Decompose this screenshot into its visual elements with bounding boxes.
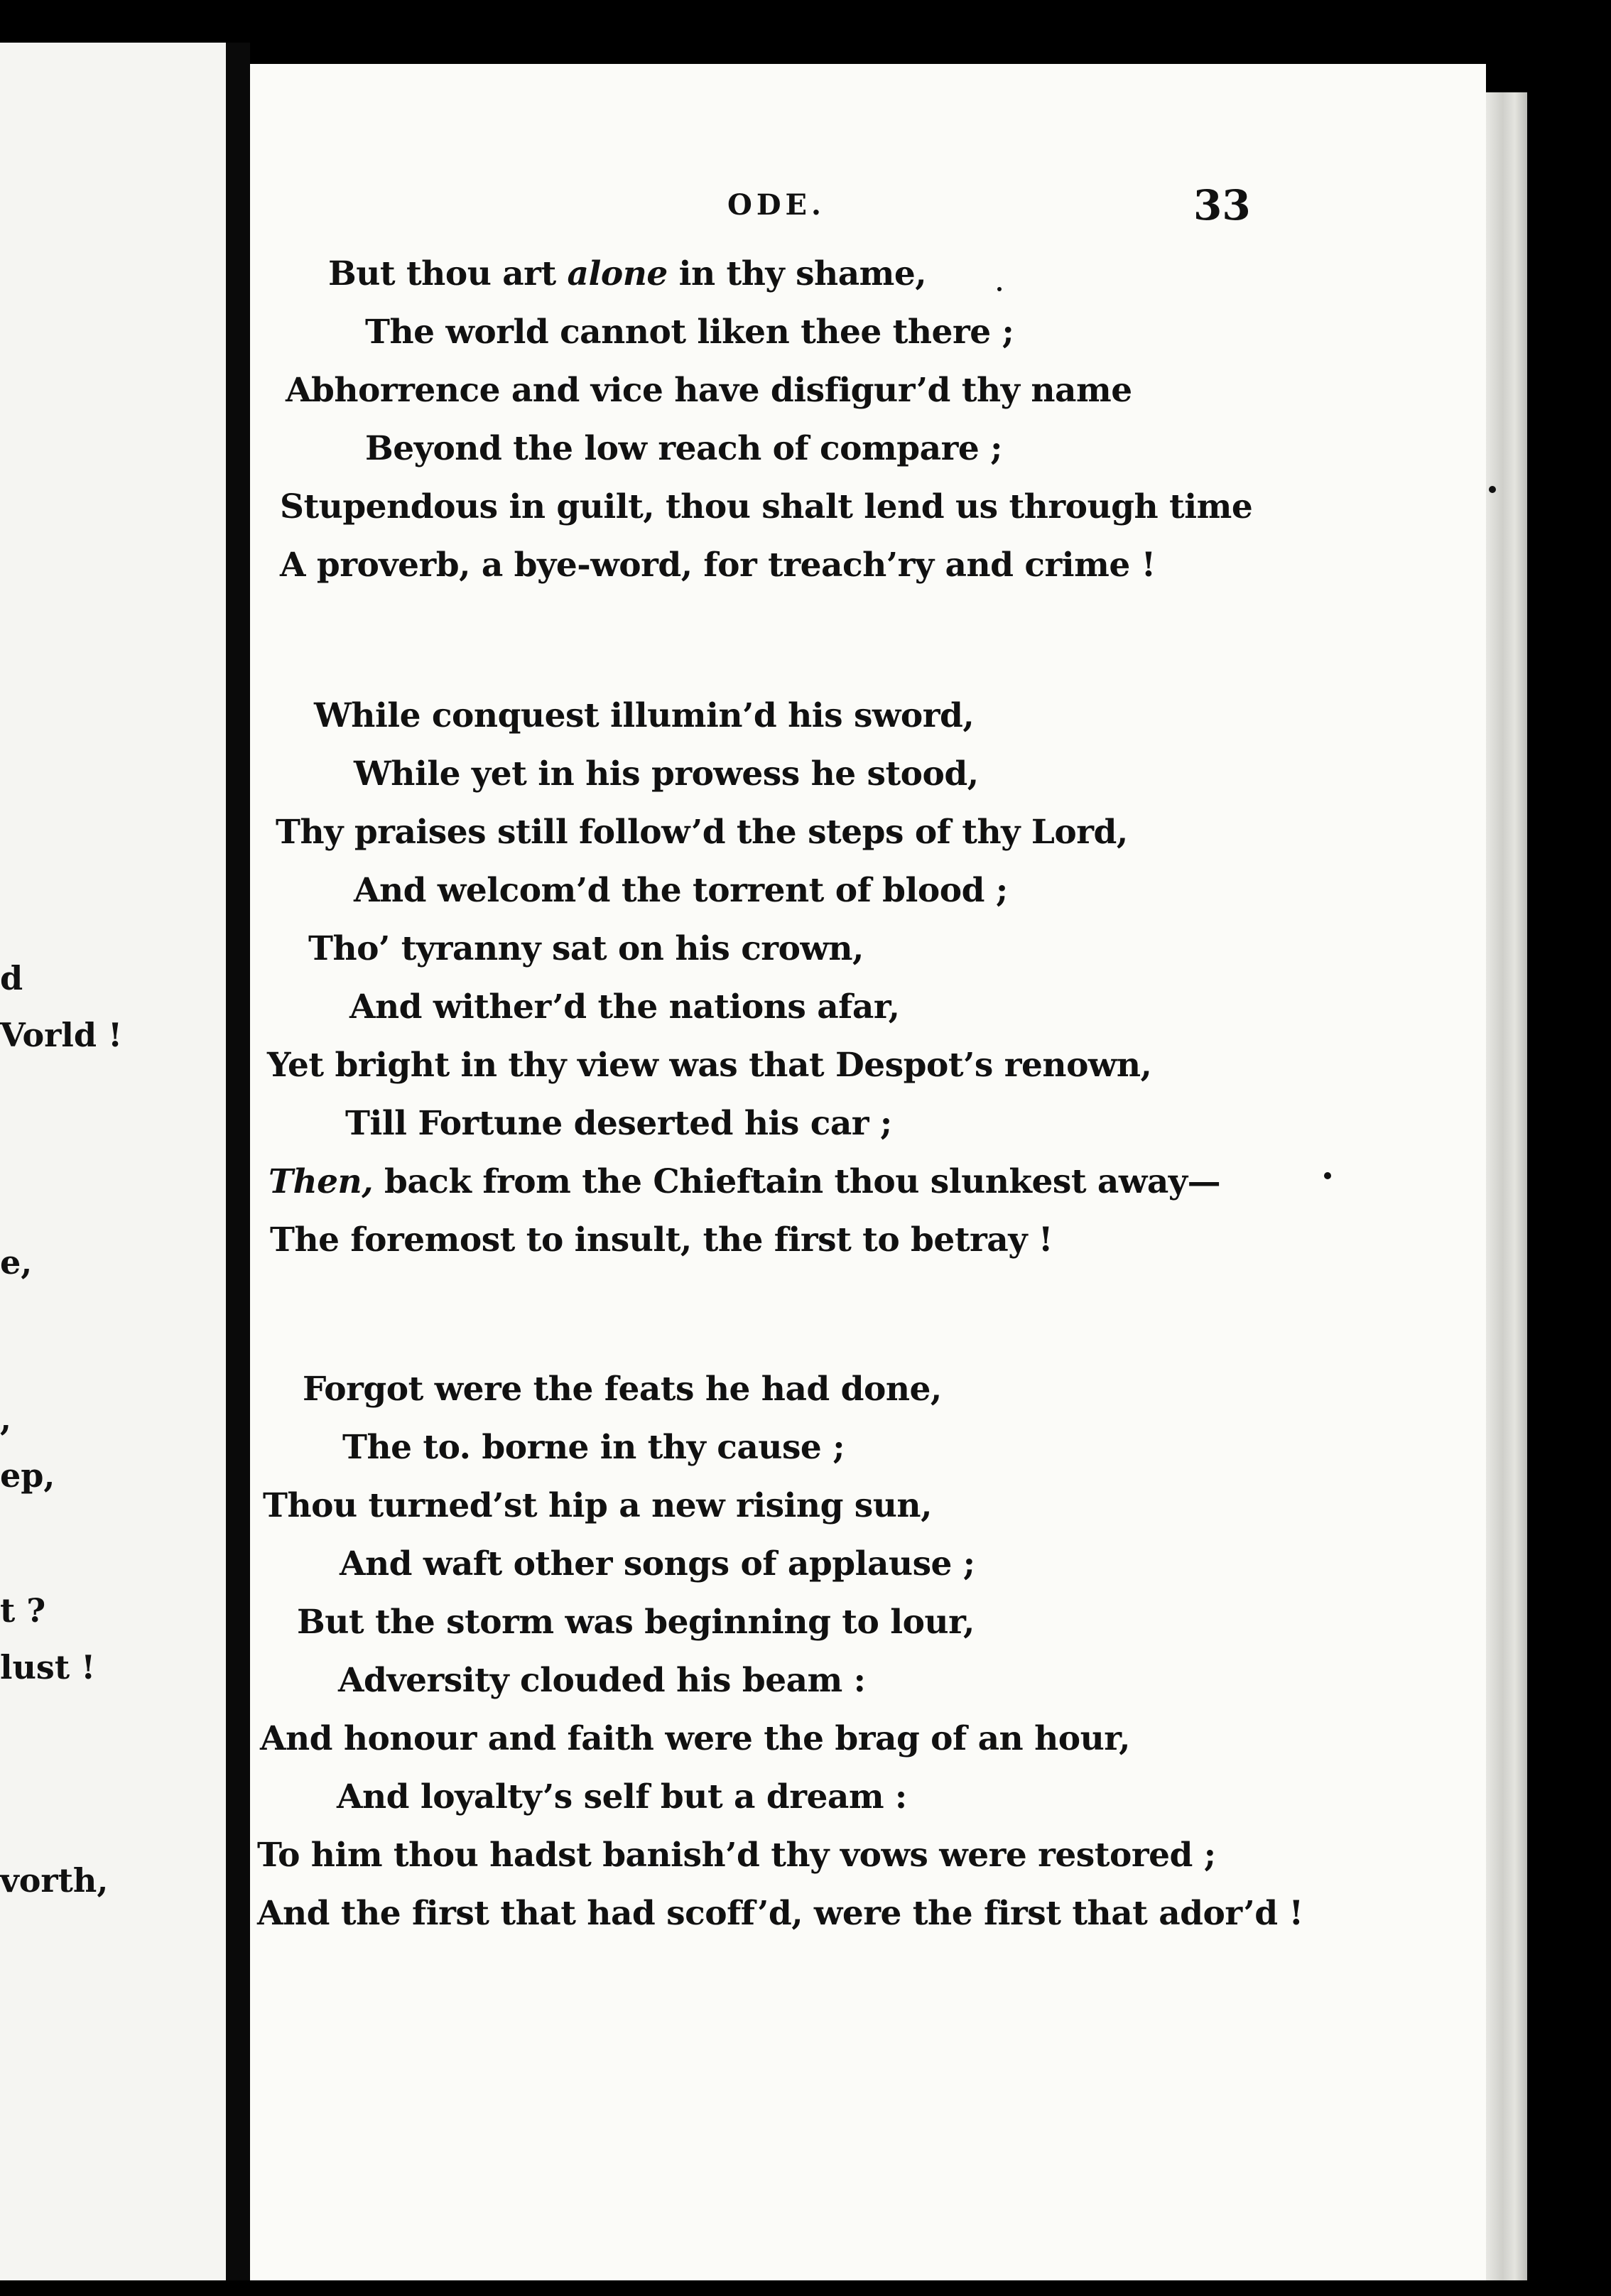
poem-line: And honour and faith were the brag of an hour, — [260, 1719, 1130, 1758]
poem-line: Stupendous in guilt, thou shalt lend us through time — [280, 487, 1253, 526]
poem-line: The to. borne in thy cause ; — [342, 1428, 845, 1467]
facing-page-fragment: Vorld ! — [0, 1016, 123, 1054]
book-gutter — [226, 43, 250, 2280]
poem-line: The foremost to insult, the first to betray ! — [270, 1220, 1053, 1260]
facing-page-fragment: e, — [0, 1243, 33, 1282]
facing-page-fragment: lust ! — [0, 1648, 96, 1686]
poem-line: But the storm was beginning to lour, — [297, 1603, 975, 1642]
ink-speck — [1324, 1172, 1331, 1179]
poem-line: To him thou hadst banish’d thy vows were restored ; — [257, 1836, 1216, 1875]
facing-page-fragment: vorth, — [0, 1861, 109, 1900]
page-edge — [1486, 92, 1527, 2280]
poem-line: And loyalty’s self but a dream : — [337, 1777, 907, 1816]
ink-speck — [997, 287, 1002, 291]
facing-page — [0, 43, 226, 2280]
ink-speck — [1489, 486, 1496, 493]
facing-page-fragment: t ? — [0, 1591, 46, 1630]
poem-line: Then, back from the Chieftain thou slunkest away— — [268, 1162, 1221, 1201]
poem-line: Abhorrence and vice have disfigur’d thy name — [286, 371, 1132, 410]
poem-line: Adversity clouded his beam : — [338, 1661, 866, 1700]
poem-line: Till Fortune deserted his car ; — [345, 1104, 892, 1143]
poem-line: And the first that had scoff’d, were the first that ador’d ! — [257, 1894, 1303, 1933]
poem-line: While yet in his prowess he stood, — [354, 754, 979, 794]
poem-line: The world cannot liken thee there ; — [365, 313, 1014, 352]
facing-page-fragment: d — [0, 959, 23, 997]
poem-line: Tho’ tyranny sat on his crown, — [308, 929, 864, 968]
poem-line: While conquest illumin’d his sword, — [314, 696, 975, 735]
running-head: ODE. — [727, 188, 825, 222]
poem-line: And welcom’d the torrent of blood ; — [354, 871, 1008, 910]
page-number: 33 — [1193, 181, 1251, 229]
facing-page-fragment: , — [0, 1399, 12, 1438]
poem-line: And wither’d the nations afar, — [349, 987, 900, 1027]
poem-line: But thou art alone in thy shame, — [328, 254, 927, 293]
book-page — [250, 64, 1486, 2280]
facing-page-fragment: ep, — [0, 1456, 55, 1495]
poem-line: A proverb, a bye-word, for treach’ry and crime ! — [280, 546, 1156, 585]
page-header — [250, 181, 1486, 245]
poem-line: Forgot were the feats he had done, — [303, 1370, 942, 1409]
poem-line: Thy praises still follow’d the steps of thy Lord, — [276, 813, 1128, 852]
poem-line: Yet bright in thy view was that Despot’s renown, — [267, 1046, 1152, 1085]
poem-line: And waft other songs of applause ; — [340, 1544, 975, 1583]
poem-line: Beyond the low reach of compare ; — [365, 429, 1002, 468]
poem-line: Thou turned’st hip a new rising sun, — [263, 1486, 932, 1525]
